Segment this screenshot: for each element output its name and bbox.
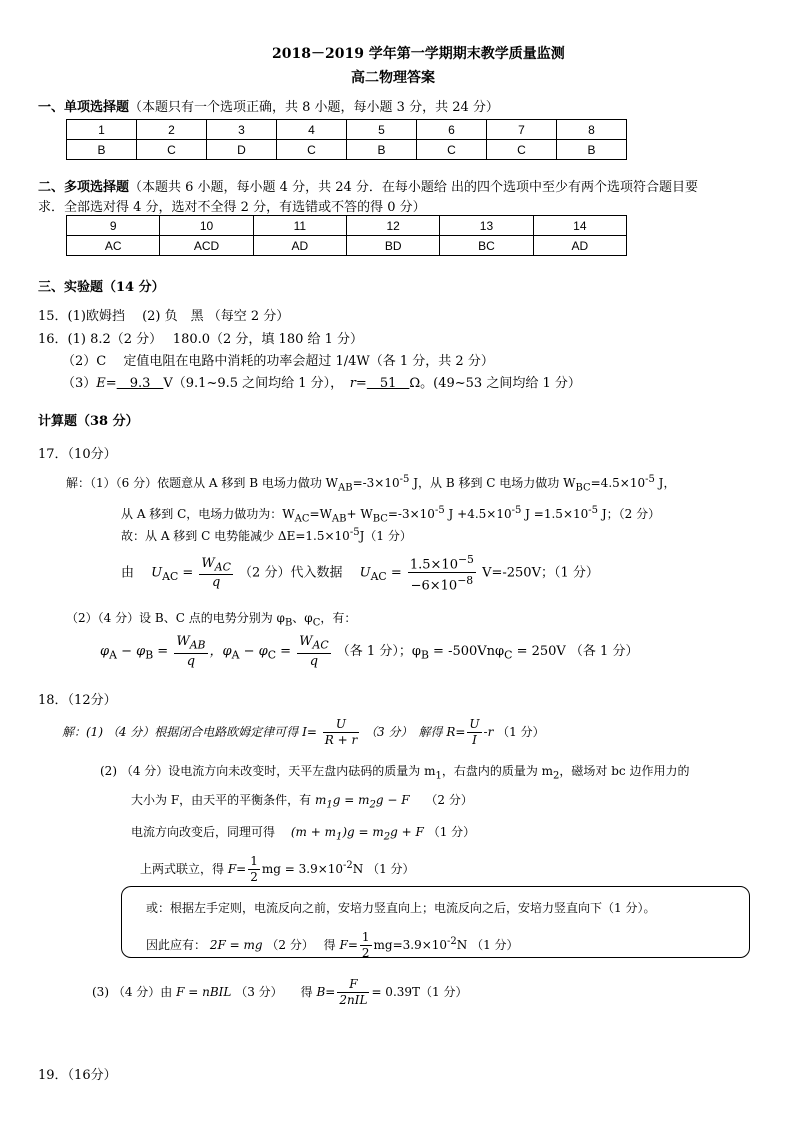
equals-sign: = <box>390 565 402 581</box>
numerator <box>408 552 476 573</box>
equation-part: g = m <box>332 793 370 807</box>
q17-line1-text: 解：（1）（6 分）依题意从 A 移到 B 电场力做功 W <box>66 476 338 490</box>
q16-part1: 16．(1) 8.2（2 分） 180.0（2 分，填 180 给 1 分） <box>38 332 364 347</box>
table-cell: AD <box>253 236 346 256</box>
q17-line2-text: + W <box>346 507 373 521</box>
multi-choice-answer-table <box>66 215 627 256</box>
q18-line1-score: （1 分） <box>497 725 545 739</box>
subscript: AB <box>337 482 353 494</box>
q17-line3-text: 故：从 A 移到 C 电势能减少 ΔE=1.5×10 <box>121 529 350 543</box>
q17-line2-text: J =1.5×10 <box>521 507 589 521</box>
equals-sign: = <box>347 938 358 952</box>
resistance-symbol: r <box>349 376 356 391</box>
field-symbol: B <box>316 985 326 999</box>
equation <box>290 825 424 843</box>
q17-line5-text: （2）（4 分）设 B、C 点的电势分别为 φ <box>66 611 285 625</box>
superscript: −8 <box>457 574 474 588</box>
q17-line6-text: = -500Vnφ <box>428 643 505 659</box>
subscript: 1 <box>335 831 343 843</box>
document-title: 2018－2019 学年第一学期期末教学质量监测 <box>272 46 565 62</box>
subscript: AC <box>214 560 231 574</box>
q17-line1 <box>66 474 675 493</box>
equation: 2F = mg <box>209 938 263 952</box>
table-cell: C <box>487 140 557 160</box>
q17-heading: 17．（10分） <box>38 447 117 462</box>
q16-part3 <box>62 372 581 391</box>
subscript: AC <box>370 569 387 583</box>
superscript: -5 <box>645 474 655 485</box>
section1-heading <box>38 96 499 115</box>
table-cell: 11 <box>253 216 346 236</box>
subscript: AC <box>312 638 329 652</box>
resistance-symbol: R <box>446 725 456 739</box>
table-row <box>67 236 627 256</box>
table-cell: 4 <box>277 120 347 140</box>
q17-line4-text: V=-250V；（1 分） <box>482 565 599 581</box>
q17-line2-text: J；（2 分） <box>598 507 661 521</box>
fraction <box>297 634 330 669</box>
emf-symbol: E <box>96 376 106 391</box>
q17-line5-text: ，有： <box>320 611 357 625</box>
subscript: AC <box>294 513 310 525</box>
box-text: mg=3.9×10 <box>373 938 448 952</box>
document-subtitle: 高二物理答案 <box>351 70 435 86</box>
table-cell: AD <box>533 236 626 256</box>
q18-line1-text: （3 分） 解得 <box>365 725 443 739</box>
q17-line5-text: 、φ <box>292 611 313 625</box>
equals-sign: = <box>355 376 367 391</box>
q17-line2-text: 从 A 移到 C，电场力做功为：W <box>121 507 295 521</box>
superscript: -5 <box>434 505 445 516</box>
table-cell: C <box>137 140 207 160</box>
q18-line1 <box>62 717 545 748</box>
current-symbol: I <box>302 725 307 739</box>
subscript: 1 <box>326 799 333 811</box>
box-text: 因此应有： <box>146 938 207 952</box>
denominator: q <box>212 575 221 591</box>
equals-sign: = <box>306 725 317 739</box>
resistance-value: 51 <box>366 376 410 391</box>
equation-part: g − F <box>375 793 410 807</box>
superscript: -2 <box>343 860 353 871</box>
subscript: B <box>284 617 293 629</box>
superscript: -2 <box>447 936 457 947</box>
numerator-text: 1.5×10 <box>409 557 458 573</box>
q16-part2: （2）C 定值电阻在电路中消耗的功率会超过 1/4W（各 1 分，共 2 分） <box>62 354 494 369</box>
q18-heading: 18．（12分） <box>38 693 117 708</box>
box-text: N （1 分） <box>456 938 519 952</box>
q17-line6-text: （各 1 分）；φ <box>336 643 421 659</box>
q17-line6 <box>100 634 638 669</box>
fraction <box>174 634 207 669</box>
table-cell: D <box>207 140 277 160</box>
table-cell: 9 <box>67 216 160 236</box>
numerator-text: W <box>176 634 190 649</box>
subscript: AB <box>189 638 206 652</box>
table-cell: C <box>277 140 347 160</box>
subscript: 2 <box>553 770 560 782</box>
subscript: A <box>109 648 117 662</box>
internal-resistance: -r <box>483 725 494 739</box>
q18-line2-text: ，磁场对 bc 边作用力的 <box>559 764 690 778</box>
subscript: 2 <box>383 831 391 843</box>
superscript: -5 <box>588 505 599 516</box>
numerator: F <box>337 977 369 993</box>
subscript: C <box>267 648 276 662</box>
denominator: q <box>309 653 319 669</box>
table-row <box>67 140 627 160</box>
denominator: I <box>472 733 477 747</box>
subscript: B <box>145 648 154 662</box>
superscript: -5 <box>511 505 522 516</box>
table-cell: B <box>347 140 417 160</box>
section2-note: （本题共 6 小题，每小题 4 分，共 24 分．在每小题给 出的四个选项中至少有两个选项符合题目要 <box>129 180 699 195</box>
fraction <box>199 556 232 591</box>
table-row <box>67 216 627 236</box>
phi-symbol: − φ <box>116 643 146 659</box>
force-symbol: F <box>227 862 237 876</box>
section4-heading: 计算题（38 分） <box>38 414 139 429</box>
fraction <box>248 854 260 885</box>
q18-line4-text: （1 分） <box>427 825 476 839</box>
q18-line2-text: ，右盘内的质量为 m <box>441 764 554 778</box>
voltage-symbol: U <box>151 565 163 581</box>
q18-line7-text: = 0.39T（1 分） <box>371 985 468 999</box>
section2-title: 二、多项选择题 <box>38 180 130 195</box>
numerator: U <box>469 717 480 731</box>
section2-heading <box>38 176 698 195</box>
q17-line2-text: =-3×10 <box>387 507 435 521</box>
equation-part: )g = m <box>342 825 384 839</box>
q17-line1-text: =4.5×10 <box>590 476 646 490</box>
q17-line2 <box>121 505 660 524</box>
q18-line5 <box>140 854 415 885</box>
equals-sign: = <box>153 643 169 659</box>
table-cell: AC <box>67 236 160 256</box>
numerator: 1 <box>361 930 370 944</box>
denominator: q <box>186 653 196 669</box>
equals-sign: = <box>236 862 247 876</box>
table-cell: 13 <box>440 216 533 236</box>
subscript: BC <box>372 513 388 525</box>
phi-symbol: − φ <box>239 643 268 659</box>
q18-line5-text: N （1 分） <box>352 862 415 876</box>
q18-line7 <box>92 977 467 1008</box>
table-cell: 7 <box>487 120 557 140</box>
table-cell: B <box>557 140 627 160</box>
section2-note-line2: 求．全部选对得 4 分，选对不全得 2 分，有选错或不答的得 0 分） <box>38 200 426 215</box>
fraction <box>467 717 481 748</box>
superscript: -5 <box>399 474 410 485</box>
q18-line2 <box>100 762 689 781</box>
q15-answer: 15．(1)欧姆挡 (2) 负 黑 （每空 2 分） <box>38 309 290 324</box>
q18-line7-text: （3 分） 得 <box>235 985 313 999</box>
subscript: 2 <box>369 799 376 811</box>
force-symbol: F <box>339 938 348 952</box>
fraction <box>360 930 372 961</box>
equals-sign: = <box>276 643 292 659</box>
table-cell: B <box>67 140 137 160</box>
equation <box>314 793 410 811</box>
fraction <box>323 717 359 748</box>
resistance-range: Ω。(49~53 之间均给 1 分） <box>409 376 581 391</box>
superscript: −5 <box>457 553 474 566</box>
equals-sign: = <box>325 985 336 999</box>
table-row <box>67 120 627 140</box>
equation: F = nBIL <box>176 985 232 999</box>
equation-part: g + F <box>390 825 424 839</box>
q17-line3-text: J（1 分） <box>359 529 412 543</box>
q17-line2-text: =W <box>309 507 332 521</box>
table-cell: BC <box>440 236 533 256</box>
table-cell: ACD <box>160 236 253 256</box>
q18-line3 <box>131 791 473 810</box>
single-choice-answer-table <box>66 119 627 160</box>
section3-heading: 三、实验题（14 分） <box>38 280 165 295</box>
phi-symbol: φ <box>100 643 110 659</box>
subscript: BC <box>575 482 591 494</box>
equation-part: (m + m <box>290 825 336 839</box>
q16-part3-prefix: （3） <box>62 376 97 391</box>
numerator-text: W <box>201 555 215 571</box>
q17-line4-text: （2 分）代入数据 <box>239 565 343 581</box>
table-cell: 14 <box>533 216 626 236</box>
q18-line5-text: 上两式联立，得 <box>140 862 225 876</box>
voltage-symbol: U <box>359 565 371 581</box>
denominator: 2nIL <box>339 993 368 1007</box>
q17-line3 <box>121 527 412 544</box>
q18-line5-text: mg = 3.9×10 <box>261 862 344 876</box>
equals-sign: = <box>182 565 194 581</box>
table-cell: BD <box>346 236 439 256</box>
denominator-text: −6×10 <box>410 578 458 594</box>
numerator <box>199 556 232 576</box>
emf-value: 9.3 <box>116 376 164 391</box>
table-cell: 8 <box>557 120 627 140</box>
table-cell: 5 <box>347 120 417 140</box>
emf-range: V（9.1~9.5 之间均给 1 分）， <box>163 376 337 391</box>
subscript: B <box>420 648 429 662</box>
q17-line5 <box>66 609 356 628</box>
q17-line1-text: J， <box>654 476 676 490</box>
subscript: AB <box>331 513 347 525</box>
equals-sign: = <box>455 725 466 739</box>
fraction <box>337 977 369 1008</box>
q18-line3-text: （2 分） <box>425 793 473 807</box>
section1-title: 一、单项选择题 <box>38 100 130 115</box>
q18-line4 <box>131 823 475 842</box>
table-cell: 6 <box>417 120 487 140</box>
box-text: （2 分） 得 <box>266 938 336 952</box>
denominator: 2 <box>250 870 258 884</box>
alternative-solution-line2 <box>146 930 519 961</box>
alternative-solution-line1: 或：根据左手定则，电流反向之前，安培力竖直向上；电流反向之后，安培力竖直向下（1 分）。 <box>146 901 656 915</box>
numerator: 1 <box>250 854 258 868</box>
q17-line1-text: =-3×10 <box>352 476 400 490</box>
section1-note: （本题只有一个选项正确，共 8 小题，每小题 3 分，共 24 分） <box>129 100 499 115</box>
q18-line7-text: (3) （4 分）由 <box>92 985 173 999</box>
numerator: U <box>323 717 359 733</box>
denominator: 2 <box>361 946 370 960</box>
subscript: A <box>231 648 240 662</box>
q17-line4 <box>121 552 599 594</box>
subscript: AC <box>162 569 179 583</box>
q18-line4-text: 电流方向改变后，同理可得 <box>131 825 276 839</box>
q18-line1-text: 解：(1) （4 分）根据闭合电路欧姆定律可得 <box>62 725 299 739</box>
table-cell: 1 <box>67 120 137 140</box>
q17-line6-text: = 250V （各 1 分） <box>512 643 639 659</box>
q18-line3-text: 大小为 F，由天平的平衡条件，有 <box>131 793 312 807</box>
superscript: -5 <box>349 527 360 538</box>
table-cell: C <box>417 140 487 160</box>
numerator <box>297 634 330 654</box>
table-cell: 3 <box>207 120 277 140</box>
subscript: 1 <box>435 770 442 782</box>
q18-line2-text: (2) （4 分）设电流方向未改变时，天平左盘内砝码的质量为 m <box>100 764 436 778</box>
subscript: C <box>504 648 513 662</box>
numerator-text: W <box>299 634 313 649</box>
subscript: C <box>312 617 321 629</box>
q17-line4-text: 由 <box>121 565 135 581</box>
denominator <box>408 573 476 593</box>
equation-part: m <box>314 793 327 807</box>
q17-line1-text: J，从 B 移到 C 电场力做功 W <box>409 476 576 490</box>
q19-heading: 19．（16分） <box>38 1068 117 1083</box>
table-cell: 12 <box>346 216 439 236</box>
fraction <box>408 552 476 594</box>
phi-symbol: ，φ <box>209 643 232 659</box>
numerator <box>174 634 207 654</box>
q17-line2-text: J +4.5×10 <box>444 507 512 521</box>
table-cell: 10 <box>160 216 253 236</box>
denominator: R + r <box>324 733 358 747</box>
table-cell: 2 <box>137 120 207 140</box>
equals-sign: = <box>105 376 117 391</box>
